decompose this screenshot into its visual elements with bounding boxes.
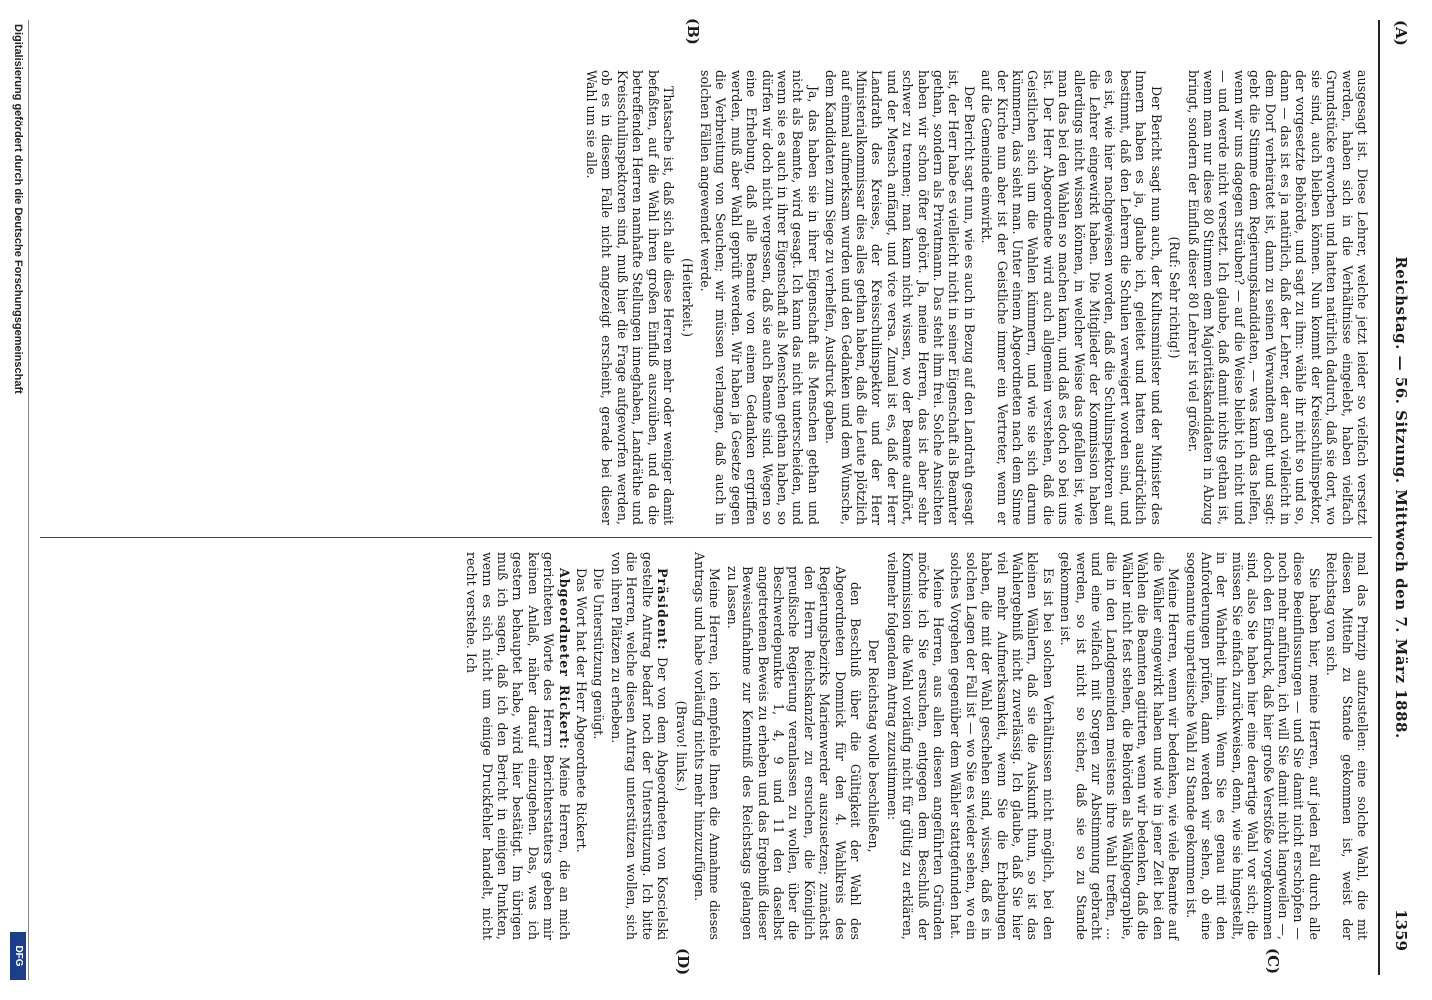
margin-mark-c: (C) xyxy=(1264,948,1282,975)
president-text: Der von dem Abgeordneten von Koscielski gestellte Antrag bedarf noch der Unterstützung. Ich bitte die Herren, welche diesen Antrag unterstützen wollen, sich von ihren Plätzen zu erheben. xyxy=(608,552,671,940)
interjection: (Ruf: Sehr richtig!) xyxy=(1167,236,1183,359)
paragraph: Meine Herren, ich empfehle Ihnen die Annahme dieses Antrags und habe vorläufig nichts mehr hinzuzufügen. xyxy=(691,552,723,940)
paragraph: Thatsache ist, daß sich alle diese Herren mehr oder weniger damit befaßten, auf die Wahl ihren großen Einfluß auszuüben, und da die betreffenden Herren namhafte Stellungen inneghaben, Landräthe und Kreisschulinspektoren sind, muß hier die Frage aufgeworfen werden, ob es in diesem Falle nicht angezeigt erscheint, gerade bei dieser Wahl um sie alle. xyxy=(584,70,677,525)
paragraph: ausgesagt ist. Diese Lehrer, welche jetzt leider so vielfach versetzt werden, haben sich in die Verhältnisse eingelebt, haben vielfach Grundstücke erworben und hatten natürlich dadurch, daß sie dort, wo sie sind, auch bleiben können. Nun kommt der Kreisschulinspektor, der vorgesetzte Behörde, und sagt zu ihm: wähle ihr nicht so und so, dann — das ist es ja natürlich, daß der Lehrer, der auch vielleicht in dem Dorf verheiratet ist, dann zu seinen Verwandten geht und sagt: gebt die Stimme dem Regierungskandidaten, — was kann das helfen, wenn wir uns dagegen sträuben? — auf die Weise bleibt ich nicht und — und werde nicht versetzt. Ich glaube, daß damit nichts gethan ist, wenn man nur diese 80 Stimmen dem Majoritätskandidaten in Abzug bringt, sondern der Einfluß dieser 80 Lehrer ist viel größer. xyxy=(1185,70,1370,525)
paragraph: Der Bericht sagt nun, wie es auch in Bezug auf den Landrath gesagt ist, der Herr habe es vielleicht nicht in seiner Eigenschaft als Beamter gethan, sondern als Privatmann. Das steht ihm frei. Solche Ansichten haben wir schon öfter gehört. Ja, meine Herren, das ist aber sehr schwer zu trennen; man kann nicht wissen, wo der Beamte aufhört, und der Mensch anfängt, und vice versa. Zumal ist es, daß der Herr Landrath des Kreises, der Kreisschulinspektor und der Herr Ministerialkommissar dies alles gethan haben, daß die Leute plötzlich auf einmal aufmerksam wurden und den Gedanken und dem Wunsche, dem Kandidaten zum Siege zu verhelfen, Ausdruck gaben. xyxy=(823,70,977,525)
paragraph: Sie haben hier, meine Herren, auf jeden Fall durch alle diese Beeinflussungen — und Sie damit nicht erschöpfen — noch mehr anführen, ich will Sie damit nicht langweilen —, doch den Eindruck, daß hier große Verstöße vorgekommen sind, also Sie haben hier eine derartige Wahl vor sich; die müssen Sie einfach zurückweisen, denn, wie sie hingestellt, in der Wahrheit hinein. Wenn Sie es genau mit den Anforderungen prüfen, dann werden wir sehen, ob eine sogenannte unparteiische Wahl zu Stande gekommen ist. xyxy=(1183,552,1322,940)
speaker-rickert: Abgeordneter Rickert: xyxy=(556,568,572,750)
margin-mark-b: (B) xyxy=(684,18,702,45)
left-column xyxy=(40,70,1370,525)
funding-note: Digitalisierung gefördert durch die Deutsche Forschungsgemeinschaft xyxy=(12,24,24,394)
paragraph: Meine Herren, aus allen diesen angeführten Gründen möchte ich Sie ersuchen, entgegen dem Beschluß der Kommission die Wahl vorläufig nicht für gültig zu erklären, vielmehr folgendem Antrag zuzustimmen: xyxy=(884,552,947,940)
paragraph: Es ist bei solchen Verhältnissen nicht möglich, bei den kleinen Wählern, daß sie die Auskunft thun, so ist das Wahlergebniß nicht zuverlässig. Ich glaube, daß Sie hier viel mehr Aufmerksamkeit, wenn Sie die Erhebungen haben, die mit der Wahl geschehen sind, wissen, daß es in solchen Lagen der Fall ist — wo Sie es wieder sehen, wo ein solches Vorgehen gegenüber dem Wähler stattgefunden hat. xyxy=(948,552,1056,940)
margin-mark-a: (A) xyxy=(1392,20,1410,46)
paragraph: mal das Prinzip aufzustellen: eine solche Wahl, die mit diesen Mitteln zu Stande gekommen ist, weist der Reichstag von sich. xyxy=(1324,552,1370,940)
interjection: (Bravo! links.) xyxy=(673,700,689,792)
footer xyxy=(6,20,29,980)
paragraph: Meine Herren, wenn wir bedenken, wie viele Beamte auf die Wähler eingewirkt haben und wie in jener Zeit bei den Wahlen die Beamten agitirten, wenn wir bedenken, daß die Wähler nicht fest stehen, die Behörden als Wählgeographie, die in den Landgemeinden meistens ihre Wahl treffen, ... und eine vielfach mit Sorgen zur Abstimmung gebracht werden, so ist nicht so sicher, daß sie so zu Stande gekommen ist. xyxy=(1058,552,1182,940)
paragraph: Das Wort hat der Herr Abgeordnete Rickert. xyxy=(574,568,590,853)
paragraph: Der Bericht sagt nun auch, der Kultusminister und der Minister des Innern haben es ja, glaube ich, geleitet und hatten ausdrücklich bestimmt, daß den Lehrern die Schulen verweigert worden sind, und es ist, wie hier nachgewiesen worden, daß die Schulinspektoren auf die Lehrer eingewirkt haben. Die Mitglieder der Kommission haben allerdings nicht wissen können, in welcher Weise das gefallen ist, wie man das bei den Wahlen so machen kann, und daß es doch so bei uns ist. Der Herr Abgeordnete wird auch allgemein verstehen, daß die Geistlichen sich um die Wahlen kümmern, und wie sie sich darum kümmern, das sieht man. Unter einem Abgeordneten nach dem Sinne der Kirche nun aber ist der Geistliche immer ein Vertreter, wenn er auf die Gemeinde einwirkt. xyxy=(979,70,1164,525)
rickert-text: Meine Herren, die an mich gerichteten Worte des Herrn Berichterstatters geben mir keinen Anlaß, näher darauf einzugehen. Das, was ich gestern behauptet habe, wird hier bestätigt. Im übrigen muß ich sagen, daß ich den Bericht in einigen Punkten, wenn es sich nicht um einige Druckfehler handelt, nicht recht verstehe. Ich xyxy=(464,552,572,940)
paragraph: Ja, das haben sie in ihrer Eigenschaft als Menschen gethan und nicht als Beamte, wird gesagt. Ich kann das nicht unterscheiden, und wenn sie es auch in ihrer Eigenschaft als Menschen gethan haben, so dürfen wir doch nicht vergessen, daß sie auch Beamte sind. Wegen so eine Erhebung, daß alle Beamte von einem Gedanken ergriffen werden, muß aber Wahl geprüft werden. Wir haben ja Gesetze gegen die Verbreitung von Seuchen; wir müssen verlangen, daß auch in solchen Fällen angewendet werde. xyxy=(697,70,821,525)
paragraph: Die Unterstützung genügt. xyxy=(591,568,607,740)
speaker-president: Präsident: xyxy=(655,568,671,651)
page-header xyxy=(1378,20,1416,975)
motion-intro: Der Reichstag wolle beschließen, xyxy=(866,639,882,853)
margin-mark-d: (D) xyxy=(674,948,692,976)
right-column xyxy=(40,552,1370,940)
motion-text: den Beschluß über die Gültigkeit der Wahl des Abgeordneten Domnick für den 4. Wahlkreis des Regierungsbezirks Marienwerder auszusetzen; zunächst den Herrn Reichskanzler zu ersuchen, die Königlich preußische Regierung veranlassen zu wollen, über die Beschwerdepunkte 1, 4, 9 und 11 den daselbst angetretenen Beweis zu erheben und das Ergebniß dieser Beweisaufnahme zur Kenntniß des Reichstags gelangen zu lassen. xyxy=(724,566,863,940)
column-divider xyxy=(40,537,1372,538)
interjection: (Heiterkeit.) xyxy=(679,258,695,337)
dfg-logo: DFG xyxy=(10,932,26,980)
page-title: Reichstag. — 56. Sitzung. Mittwoch den 7. März 1888. xyxy=(1392,256,1410,739)
page-number: 1359 xyxy=(1392,909,1410,951)
